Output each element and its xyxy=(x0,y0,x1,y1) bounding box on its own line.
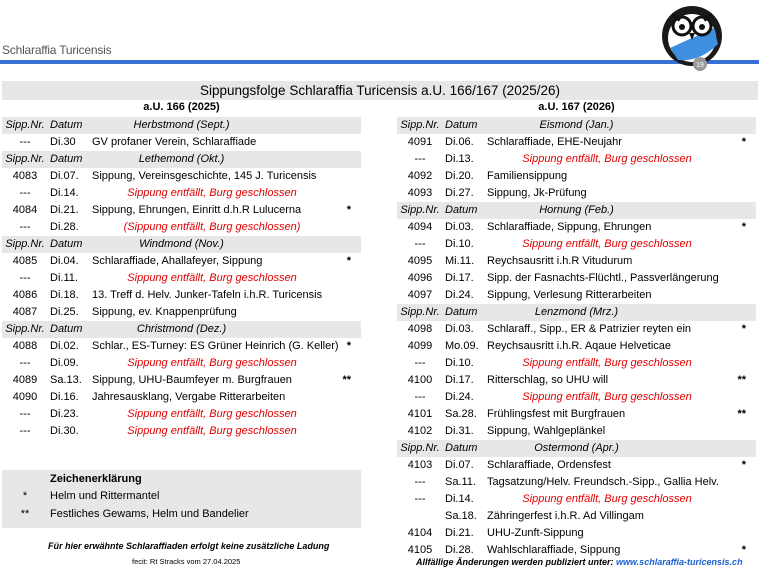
month-header-row xyxy=(2,236,361,253)
page-title: Sippungsfolge Schlaraffia Turicensis a.U. 166/167 (2025/26) xyxy=(2,81,758,100)
col-header-date: Datum xyxy=(445,119,478,131)
col-header-date: Datum xyxy=(50,238,83,250)
sippung-date: Di.14. xyxy=(50,187,79,199)
sippung-number: 4095 xyxy=(407,255,433,267)
note-author: fecit: Rt Stracks vom 27.04.2025 xyxy=(132,557,241,566)
col-header-date: Datum xyxy=(445,306,478,318)
col-header-nr: Sipp.Nr. xyxy=(5,238,45,250)
month-header-row xyxy=(397,202,756,219)
month-label: Hornung (Feb.) xyxy=(539,204,614,216)
sippung-description: Familiensippung xyxy=(487,170,568,182)
schedule-row xyxy=(2,304,361,321)
schedule-row xyxy=(397,423,756,440)
sippung-number: --- xyxy=(414,391,426,403)
sippung-number: 4094 xyxy=(407,221,433,233)
sippung-number: 4101 xyxy=(407,408,433,420)
sippung-description: Zähringerfest i.h.R. Ad Villingam xyxy=(487,510,644,522)
sippung-number: --- xyxy=(414,153,426,165)
schedule-row xyxy=(397,134,756,151)
sippung-number: 4085 xyxy=(12,255,38,267)
dress-code-marker: * xyxy=(346,204,351,216)
schedule-column-right xyxy=(397,117,756,559)
sippung-number: 4100 xyxy=(407,374,433,386)
sippung-description: Sippung, ev. Knappenprüfung xyxy=(92,306,237,318)
dress-code-marker: * xyxy=(741,323,746,335)
sippung-number: 4104 xyxy=(407,527,433,539)
dress-code-marker: * xyxy=(741,544,746,556)
sippung-date: Di.25. xyxy=(50,306,79,318)
month-label: Herbstmond (Sept.) xyxy=(133,119,230,131)
month-label: Christmond (Dez.) xyxy=(136,323,227,335)
sippung-date: Di.20. xyxy=(445,170,474,182)
sippung-description: Ritterschlag, so UHU will xyxy=(487,374,609,386)
cancelled-note: Sippung entfällt, Burg geschlossen xyxy=(522,153,692,165)
sippung-date: Di.24. xyxy=(445,391,474,403)
col-header-nr: Sipp.Nr. xyxy=(400,119,440,131)
sippung-number: 4089 xyxy=(12,374,38,386)
sippung-number: 4096 xyxy=(407,272,433,284)
schedule-row xyxy=(397,389,756,406)
month-label: Eismond (Jan.) xyxy=(539,119,614,131)
sippung-number: --- xyxy=(19,408,31,420)
col-header-date: Datum xyxy=(50,323,83,335)
col-header-date: Datum xyxy=(50,153,83,165)
note-no-invitation: Für hier erwähnte Schlaraffiaden erfolgt keine zusätzliche Ladung xyxy=(48,541,330,551)
sippung-date: Di.06. xyxy=(445,136,474,148)
schedule-row xyxy=(397,185,756,202)
schedule-row xyxy=(2,338,361,355)
cancelled-note: Sippung entfällt, Burg geschlossen xyxy=(127,187,297,199)
month-header-row xyxy=(397,117,756,134)
note-changes-text: Allfällige Änderungen werden publiziert unter: xyxy=(416,557,617,567)
sippung-description: Schlaraff., Sipp., ER & Patrizier reyten ein xyxy=(487,323,691,335)
sippung-date: Sa.18. xyxy=(445,510,477,522)
dress-code-marker: * xyxy=(741,136,746,148)
legend-title: Zeichenerklärung xyxy=(50,473,142,485)
schedule-row xyxy=(397,236,756,253)
sippung-number: 4084 xyxy=(12,204,38,216)
sippung-number: 4083 xyxy=(12,170,38,182)
schedule-row xyxy=(2,253,361,270)
cancelled-note: Sippung entfällt, Burg geschlossen xyxy=(127,425,297,437)
schedule-row xyxy=(397,321,756,338)
schedule-row xyxy=(2,134,361,151)
sippung-date: Di.13. xyxy=(445,153,474,165)
schedule-row xyxy=(397,253,756,270)
schedule-row xyxy=(397,474,756,491)
sippung-description: Schlaraffiade, Sippung, Ehrungen xyxy=(487,221,652,233)
sippung-description: Wahlschlaraffiade, Sippung xyxy=(487,544,621,556)
sippung-number: --- xyxy=(19,187,31,199)
header-divider xyxy=(0,60,759,64)
cancelled-note: (Sippung entfällt, Burg geschlossen) xyxy=(123,221,301,233)
schedule-row xyxy=(2,270,361,287)
sippung-date: Di.30 xyxy=(50,136,76,148)
schedule-row xyxy=(397,491,756,508)
sippung-date: Di.28. xyxy=(50,221,79,233)
sippung-date: Di.30. xyxy=(50,425,79,437)
sippung-number: 4091 xyxy=(407,136,433,148)
sippung-date: Di.17. xyxy=(445,374,474,386)
sippung-number: --- xyxy=(19,272,31,284)
dress-code-marker: * xyxy=(346,255,351,267)
sippung-date: Di.21. xyxy=(50,204,79,216)
col-header-nr: Sipp.Nr. xyxy=(400,306,440,318)
sippung-date: Di.11. xyxy=(50,272,78,284)
sippung-date: Di.21. xyxy=(445,527,474,539)
sippung-date: Di.10. xyxy=(445,357,474,369)
sippung-date: Di.16. xyxy=(50,391,79,403)
month-label: Windmond (Nov.) xyxy=(139,238,224,250)
sippung-date: Di.27. xyxy=(445,187,474,199)
sippung-number: 4092 xyxy=(407,170,433,182)
sippung-number: 4090 xyxy=(12,391,38,403)
sippung-date: Di.23. xyxy=(50,408,79,420)
dress-code-marker: * xyxy=(346,340,351,352)
sippung-date: Sa.13. xyxy=(50,374,82,386)
dress-code-marker: ** xyxy=(737,408,746,420)
sippung-date: Di.28. xyxy=(445,544,474,556)
sippung-date: Mi.11. xyxy=(445,255,475,267)
month-header-row xyxy=(2,321,361,338)
col-header-nr: Sipp.Nr. xyxy=(400,204,440,216)
sippung-description: UHU-Zunft-Sippung xyxy=(487,527,584,539)
col-header-nr: Sipp.Nr. xyxy=(5,119,45,131)
legend-text-double: Festliches Gewams, Helm und Bandelier xyxy=(50,508,249,520)
sippung-number: 4086 xyxy=(12,289,38,301)
sippung-number: 4102 xyxy=(407,425,433,437)
dress-code-marker: * xyxy=(741,459,746,471)
sippung-date: Di.03. xyxy=(445,221,474,233)
sippung-date: Di.02. xyxy=(50,340,79,352)
sippung-number: 4105 xyxy=(407,544,433,556)
sippung-date: Di.17. xyxy=(445,272,474,284)
dress-code-marker: * xyxy=(741,221,746,233)
cancelled-note: Sippung entfällt, Burg geschlossen xyxy=(127,357,297,369)
sippung-description: Schlar., ES-Turney: ES Grüner Heinrich (G. Keller) xyxy=(92,340,339,352)
sippung-description: Sippung, Wahlgeplänkel xyxy=(487,425,606,437)
sippung-description: Frühlingsfest mit Burgfrauen xyxy=(487,408,626,420)
sippung-date: Di.07. xyxy=(50,170,79,182)
sippung-date: Di.31. xyxy=(445,425,474,437)
month-label: Lenzmond (Mrz.) xyxy=(534,306,619,318)
sippung-date: Di.03. xyxy=(445,323,474,335)
sippung-date: Sa.11. xyxy=(445,476,476,488)
sippung-number: 4097 xyxy=(407,289,433,301)
schedule-row xyxy=(397,287,756,304)
sippung-description: Sippung, Vereinsgeschichte, 145 J. Turicensis xyxy=(92,170,317,182)
schedule-row xyxy=(397,372,756,389)
col-header-nr: Sipp.Nr. xyxy=(5,323,45,335)
schedule-row xyxy=(2,389,361,406)
sippung-number: 4088 xyxy=(12,340,38,352)
sippung-date: Di.07. xyxy=(445,459,474,471)
schedule-row xyxy=(2,372,361,389)
sippung-date: Di.09. xyxy=(50,357,79,369)
schedule-row xyxy=(397,508,756,525)
sippung-description: Reychsausritt i.h.R. Aqaue Helveticae xyxy=(487,340,672,352)
col-header-date: Datum xyxy=(50,119,83,131)
sippung-number: 4099 xyxy=(407,340,433,352)
col-header-date: Datum xyxy=(445,204,478,216)
month-header-row xyxy=(397,440,756,457)
cancelled-note: Sippung entfällt, Burg geschlossen xyxy=(127,408,297,420)
sippung-description: Sippung, Verlesung Ritterarbeiten xyxy=(487,289,652,301)
sippung-number: --- xyxy=(414,357,426,369)
schedule-row xyxy=(397,270,756,287)
dress-code-marker: ** xyxy=(342,374,351,386)
sippung-description: Tagsatzung/Helv. Freundsch.-Sipp., Gallia Helv. xyxy=(487,476,719,488)
schedule-row xyxy=(397,338,756,355)
sippung-number: --- xyxy=(414,493,426,505)
month-header-row xyxy=(2,117,361,134)
sippung-number: 4087 xyxy=(12,306,38,318)
sippung-number: 4098 xyxy=(407,323,433,335)
schedule-column-left xyxy=(2,117,361,440)
schedule-row xyxy=(2,287,361,304)
month-header-row xyxy=(397,304,756,321)
dress-code-marker: ** xyxy=(737,374,746,386)
sippung-date: Di.04. xyxy=(50,255,79,267)
brand-name: Schlaraffia Turicensis xyxy=(2,43,112,57)
schedule-row xyxy=(2,185,361,202)
sippung-date: Di.24. xyxy=(445,289,474,301)
sippung-number: --- xyxy=(414,476,426,488)
sippung-description: GV profaner Verein, Schlaraffiade xyxy=(92,136,257,148)
cancelled-note: Sippung entfällt, Burg geschlossen xyxy=(522,357,692,369)
year-header-left: a.U. 166 (2025) xyxy=(143,101,220,113)
cancelled-note: Sippung entfällt, Burg geschlossen xyxy=(522,238,692,250)
schedule-row xyxy=(2,202,361,219)
schedule-row xyxy=(397,525,756,542)
sippung-number: --- xyxy=(19,221,31,233)
sippung-number: --- xyxy=(19,136,31,148)
schedule-row xyxy=(397,406,756,423)
schedule-row xyxy=(2,423,361,440)
sippung-description: Sippung, UHU-Baumfeyer m. Burgfrauen xyxy=(92,374,292,386)
owl-logo-icon xyxy=(660,0,724,74)
sippung-date: Mo.09. xyxy=(445,340,479,352)
sippung-date: Di.18. xyxy=(50,289,79,301)
note-changes xyxy=(416,557,743,567)
sippung-description: 13. Treff d. Helv. Junker-Tafeln i.h.R. Turicensis xyxy=(92,289,323,301)
schedule-row xyxy=(397,457,756,474)
year-header-right: a.U. 167 (2026) xyxy=(538,101,615,113)
month-header-row xyxy=(2,151,361,168)
col-header-nr: Sipp.Nr. xyxy=(5,153,45,165)
cancelled-note: Sippung entfällt, Burg geschlossen xyxy=(522,391,692,403)
schedule-row xyxy=(397,151,756,168)
legend-box xyxy=(2,470,361,528)
legend-text-single: Helm und Rittermantel xyxy=(50,490,160,502)
sippung-date: Di.10. xyxy=(445,238,474,250)
sippung-description: Schlaraffiade, EHE-Neujahr xyxy=(487,136,622,148)
cancelled-note: Sippung entfällt, Burg geschlossen xyxy=(127,272,297,284)
sippung-description: Sippung, Jk-Prüfung xyxy=(487,187,587,199)
schedule-row xyxy=(2,406,361,423)
sippung-number: --- xyxy=(19,425,31,437)
sippung-description: Jahresausklang, Vergabe Ritterarbeiten xyxy=(92,391,286,403)
schedule-row xyxy=(2,219,361,236)
schedule-row xyxy=(397,355,756,372)
cancelled-note: Sippung entfällt, Burg geschlossen xyxy=(522,493,692,505)
sippung-number: 4103 xyxy=(407,459,433,471)
legend-symbol-single: * xyxy=(22,490,28,502)
col-header-date: Datum xyxy=(445,442,478,454)
website-link[interactable]: www.schlaraffia-turicensis.ch xyxy=(616,557,743,567)
sippung-description: Reychsausritt i.h.R Vitudurum xyxy=(487,255,633,267)
sippung-number: --- xyxy=(414,238,426,250)
schedule-row xyxy=(2,355,361,372)
col-header-nr: Sipp.Nr. xyxy=(400,442,440,454)
sippung-number: --- xyxy=(19,357,31,369)
month-label: Lethemond (Okt.) xyxy=(138,153,225,165)
schedule-row xyxy=(397,168,756,185)
schedule-row xyxy=(2,168,361,185)
sippung-description: Schlaraffiade, Ordensfest xyxy=(487,459,611,471)
sippung-date: Sa.28. xyxy=(445,408,477,420)
schedule-row xyxy=(397,219,756,236)
month-label: Ostermond (Apr.) xyxy=(534,442,619,454)
logo-badge: 19 xyxy=(696,62,704,69)
sippung-description: Sipp. der Fasnachts-Flüchtl., Passverlängerung xyxy=(487,272,719,284)
sippung-description: Sippung, Ehrungen, Einritt d.h.R Lulucerna xyxy=(92,204,302,216)
sippung-description: Schlaraffiade, Ahallafeyer, Sippung xyxy=(92,255,263,267)
sippung-number: 4093 xyxy=(407,187,433,199)
legend-symbol-double: ** xyxy=(20,508,30,520)
sippung-date: Di.14. xyxy=(445,493,474,505)
